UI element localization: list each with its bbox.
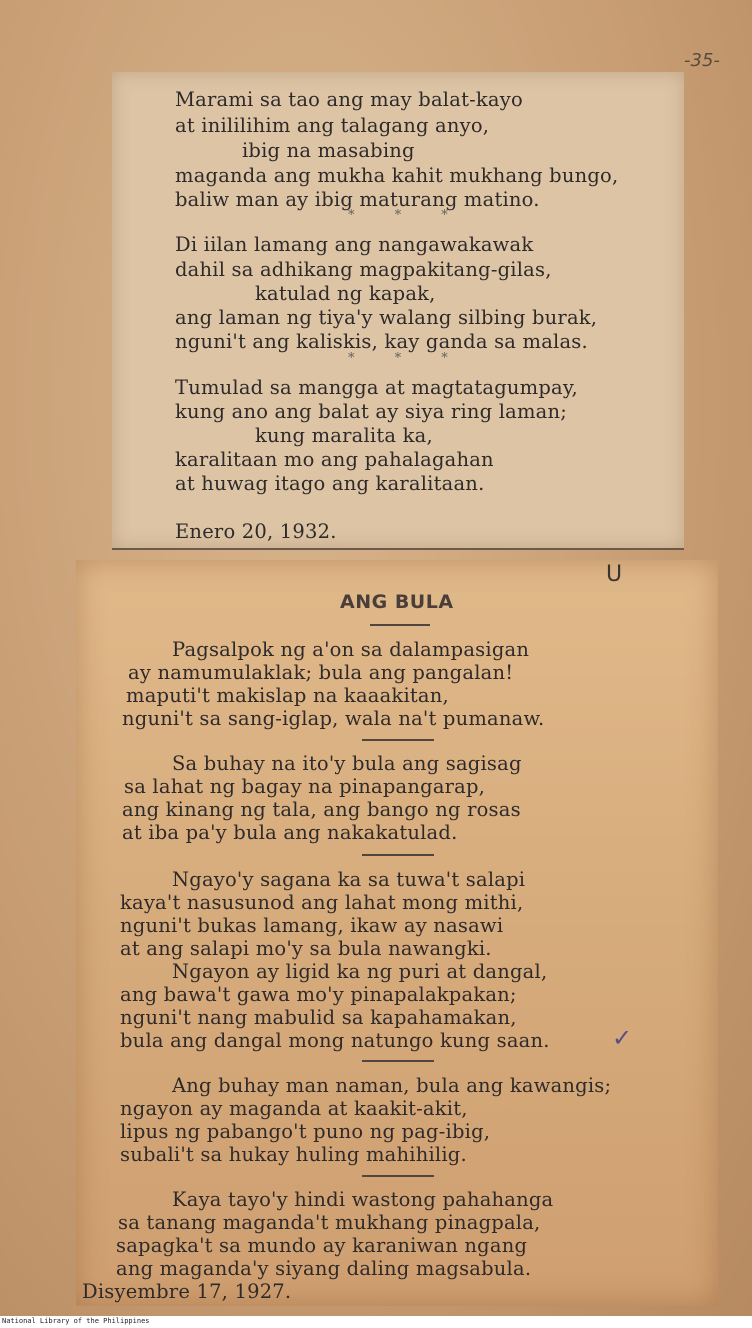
poem2-line: maputi't makislap na kaaakitan, <box>126 684 449 707</box>
poem2-line: lipus ng pabango't puno ng pag-ibig, <box>120 1120 491 1143</box>
poem1-line: baliw man ay ibig maturang matino. <box>175 188 540 211</box>
poem2-line: Sa buhay na ito'y bula ang sagisag <box>172 752 522 775</box>
page-number: -35- <box>684 50 720 71</box>
poem1-line: ang laman ng tiya'y walang silbing burak, <box>175 306 598 329</box>
footer-bar <box>0 1316 752 1328</box>
poem2-line: sa tanang maganda't mukhang pinagpala, <box>118 1211 541 1234</box>
poem2-line: ang kinang ng tala, ang bango ng rosas <box>122 798 521 821</box>
poem1-line: karalitaan mo ang pahalagahan <box>175 448 494 471</box>
poem1-line: kung maralita ka, <box>255 424 433 447</box>
poem2-line: nguni't sa sang-iglap, wala na't pumanaw. <box>122 707 545 730</box>
poem1-line: at inililihim ang talagang anyo, <box>175 114 490 137</box>
stanza-rule <box>362 1175 434 1177</box>
poem2-line: Pagsalpok ng a'on sa dalampasigan <box>172 638 530 661</box>
poem2-line: subali't sa hukay huling mahihilig. <box>120 1143 467 1166</box>
poem2-line: sa lahat ng bagay na pinapangarap, <box>124 775 486 798</box>
check-mark-icon: ✓ <box>612 1024 633 1052</box>
poem2-line: Ngayo'y sagana ka sa tuwa't salapi <box>172 868 526 891</box>
poem1-date: Enero 20, 1932. <box>175 520 337 543</box>
poem2-date: Disyembre 17, 1927. <box>82 1280 292 1303</box>
poem2-line: kaya't nasusunod ang lahat mong mithi, <box>120 891 524 914</box>
title-rule <box>370 624 430 626</box>
poem2-line: nguni't bukas lamang, ikaw ay nasawi <box>120 914 504 937</box>
poem2-title: ANG BULA <box>340 591 454 613</box>
stanza-separator: * * * <box>348 208 466 223</box>
poem1-line: kung ano ang balat ay siya ring laman; <box>175 400 568 423</box>
poem1-line: katulad ng kapak, <box>255 282 436 305</box>
poem1-line: at huwag itago ang karalitaan. <box>175 472 485 495</box>
poem2-line: at iba pa'y bula ang nakakatulad. <box>122 821 458 844</box>
poem1-line: Marami sa tao ang may balat-kayo <box>175 88 523 111</box>
poem1-line: maganda ang mukha kahit mukhang bungo, <box>175 164 619 187</box>
stanza-rule <box>362 739 434 741</box>
poem2-line: at ang salapi mo'y sa bula nawangki. <box>120 937 492 960</box>
stanza-rule <box>362 854 434 856</box>
poem1-line: ibig na masabing <box>242 139 415 162</box>
handwritten-mark: U <box>606 562 623 587</box>
poem2-line: ay namumulaklak; bula ang pangalan! <box>128 661 514 684</box>
poem2-line: ang maganda'y siyang daling magsabula. <box>116 1257 532 1280</box>
poem1-line: dahil sa adhikang magpakitang-gilas, <box>175 258 552 281</box>
poem2-line: ngayon ay maganda at kaakit-akit, <box>120 1097 468 1120</box>
footer-credit: National Library of the Philippines <box>2 1317 150 1325</box>
poem1-line: Tumulad sa mangga at magtatagumpay, <box>175 376 578 399</box>
stanza-separator: * * * <box>348 351 466 366</box>
poem2-line: sapagka't sa mundo ay karaniwan ngang <box>116 1234 528 1257</box>
poem1-line: nguni't ang kaliskis, kay ganda sa malas. <box>175 330 588 353</box>
poem2-line: Kaya tayo'y hindi wastong pahahanga <box>172 1188 554 1211</box>
stanza-rule <box>362 1060 434 1062</box>
poem1-line: Di iilan lamang ang nangawakawak <box>175 233 534 256</box>
poem2-line: Ang buhay man naman, bula ang kawangis; <box>172 1074 612 1097</box>
poem2-line: nguni't nang mabulid sa kapahamakan, <box>120 1006 517 1029</box>
poem2-line: bula ang dangal mong natungo kung saan. <box>120 1029 550 1052</box>
poem2-line: ang bawa't gawa mo'y pinapalakpakan; <box>120 983 517 1006</box>
poem2-line: Ngayon ay ligid ka ng puri at dangal, <box>172 960 548 983</box>
